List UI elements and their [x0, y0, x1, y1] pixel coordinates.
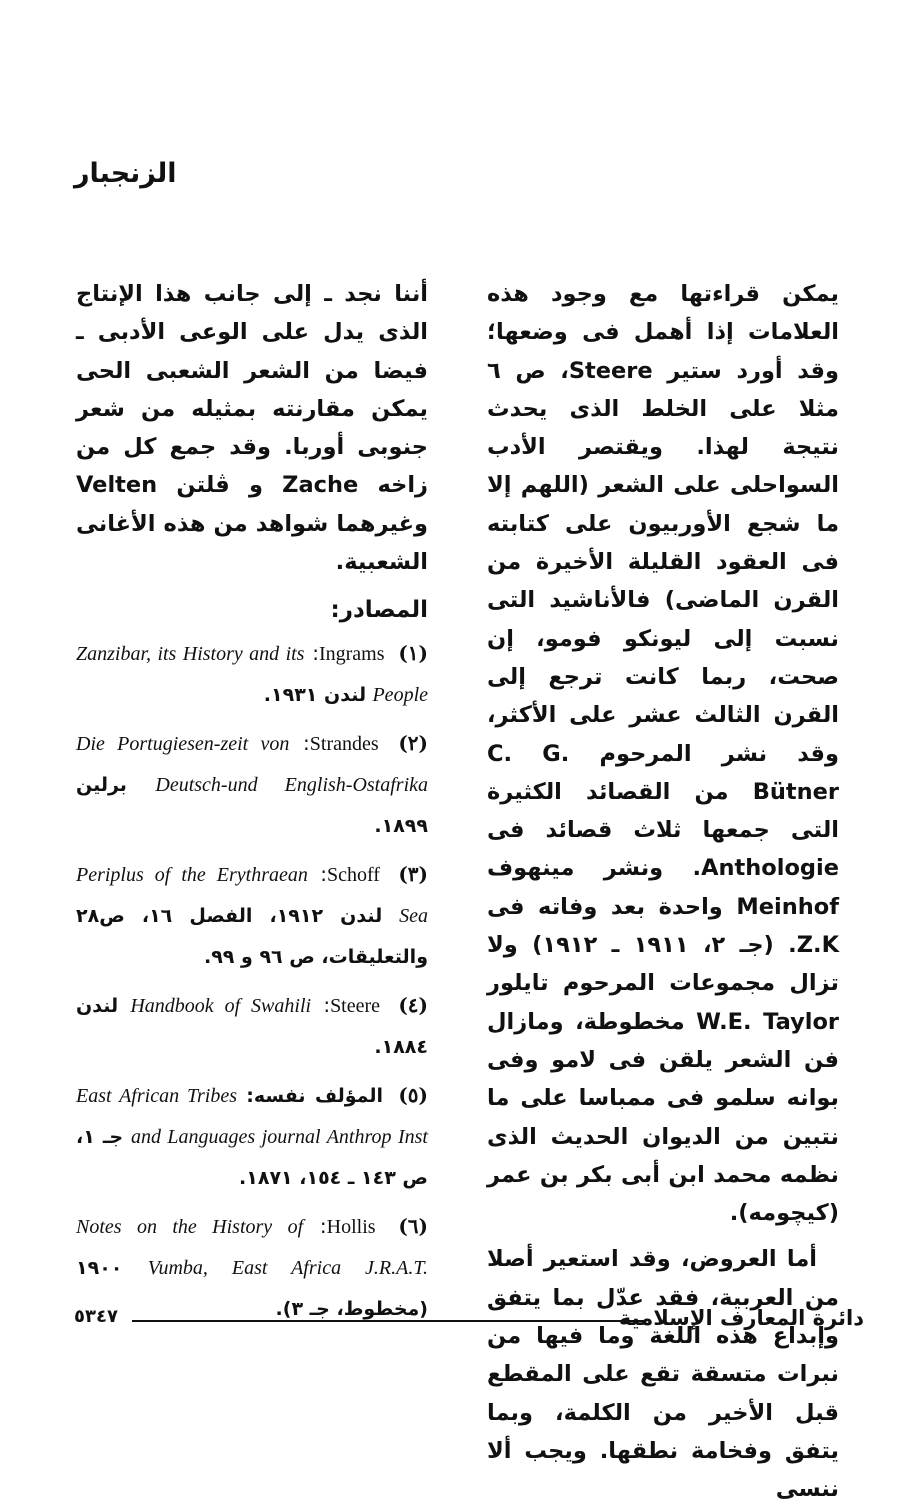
sources-heading: المصادر:: [330, 597, 428, 624]
body-paragraph: أننا نجد ـ إلى جانب هذا الإنتاج الذى يدل على الوعى الأدبى ـ فيضا من الشعر الشعبى الحى يمكن مقارنته بمثيله من شعر جنوبى أوربا. وقد جمع كل من زاخه Zache و ڤلتن Velten وغيرهما شواهد من هذه الأغانى الشعبية.: [76, 281, 428, 576]
reference-author: المؤلف نفسه:: [246, 1085, 384, 1108]
publication-title: دائرة المعارف الإسلامية: [618, 1306, 864, 1330]
reference-author: Strandes: [309, 733, 379, 756]
reference-item: (٣) Schoff: Periplus of the Erythraean Sea لندن ١٩١٢، الفصل ١٦، ص٢٨ والتعليقات، ص ٩٦ و ٩٩.: [76, 862, 429, 969]
left-column: [76, 275, 428, 1337]
reference-title: Periplus of the Erythraean Sea: [76, 864, 428, 928]
reference-publication: لندن ١٩١٢، الفصل ١٦، ص٢٨ والتعليقات، ص ٩٦ و ٩٩.: [76, 905, 428, 969]
reference-title: Handbook of Swahili: [130, 995, 312, 1018]
reference-title: East African Tribes and Languages journal Anthrop Inst: [76, 1085, 428, 1149]
reference-item: (٢) Strandes: Die Portugiesen-zeit von Deutsch-und English-Ostafrika برلين ١٨٩٩.: [76, 731, 428, 838]
reference-item: (١) Ingrams: Zanzibar, its History and its People لندن ١٩٣١.: [76, 641, 428, 707]
reference-number: (١): [398, 641, 428, 666]
running-header: الزنجبار: [74, 158, 177, 189]
reference-author: Steere: [330, 995, 381, 1018]
reference-number: (٤): [398, 993, 428, 1018]
reference-title: Notes on the History of Vumba, East Africa J.R.A.T.: [76, 1216, 428, 1280]
reference-number: (٥): [398, 1083, 428, 1108]
page-number: ٥٣٤٧: [74, 1306, 118, 1327]
page-footer: [74, 1306, 864, 1336]
reference-title: Die Portugiesen-zeit von Deutsch-und English-Ostafrika: [76, 733, 428, 797]
reference-publication: لندن ١٩٣١.: [263, 684, 367, 707]
reference-item: (٤) Steere: Handbook of Swahili لندن ١٨٨٤.: [76, 993, 428, 1059]
reference-item: [76, 1075, 428, 1198]
reference-publication: لندن ١٨٨٤.: [76, 995, 428, 1059]
reference-item: (٦) Hollis: Notes on the History of Vumba, East Africa J.R.A.T. ١٩٠٠ (مخطوط، جـ ٣).: [76, 1214, 428, 1321]
reference-publication: ١٩٠٠ (مخطوط، جـ ٣).: [76, 1257, 428, 1321]
reference-author: Hollis: [326, 1216, 376, 1239]
reference-number: (٣): [398, 862, 429, 887]
reference-title: Zanzibar, its History and its People: [76, 643, 428, 707]
reference-number: (٦): [398, 1214, 428, 1239]
reference-publication: برلين ١٨٩٩.: [76, 774, 428, 838]
reference-author: Ingrams: [318, 643, 385, 666]
reference-author: Schoff: [326, 864, 380, 887]
reference-number: (٢): [398, 731, 428, 756]
reference-publication: جـ ١، ص ١٤٣ ـ ١٥٤، ١٨٧١.: [76, 1126, 428, 1190]
body-paragraph: يمكن قراءتها مع وجود هذه العلامات إذا أهمل فى وضعها؛ وقد أورد ستير Steere، ص ٦ مثلا على الخلط الذى يحدث نتيجة لهذا. ويقتصر الأدب السواحلى على الشعر (اللهم إلا ما شجع الأوربيون على كتابته فى العقود القليلة الأخيرة من القرن الماضى) فالأناشيد التى نسبت إلى ليونكو فومو، إن صحت، ربما كانت ترجع إلى القرن الثالث عشر على الأكثر، وقد نشر المرحوم C. G. Bütner من القصائد الكثيرة التى جمعها ثلاث قصائد فى Anthologie. ونشر مينهوف Meinhof واحدة بعد وفاته فى Z.K. (جـ ٢، ١٩١١ ـ ١٩١٢) ولا تزال مجموعات المرحوم تايلور W.E. Taylor مخطوطة، ومازال فن الشعر يلقن فى لامو وفى بوانه سلمو فى ممباسا على ما نتبين من الديوان الحديث الذى نظمه محمد ابن أبى بكر بن عمر (كيچومه).: [487, 281, 840, 1227]
footer-rule: [132, 1320, 644, 1322]
body-paragraph: أما العروض، وقد استعير أصلا من العربية، فقد عدّل بما يتفق وإبداع هذه اللغة وما فيها من نبرات متسقة تقع على المقطع قبل الأخير من الكلمة، وبما يتفق وفخامة نطقها. ويجب ألا ننسى: [487, 1246, 839, 1503]
